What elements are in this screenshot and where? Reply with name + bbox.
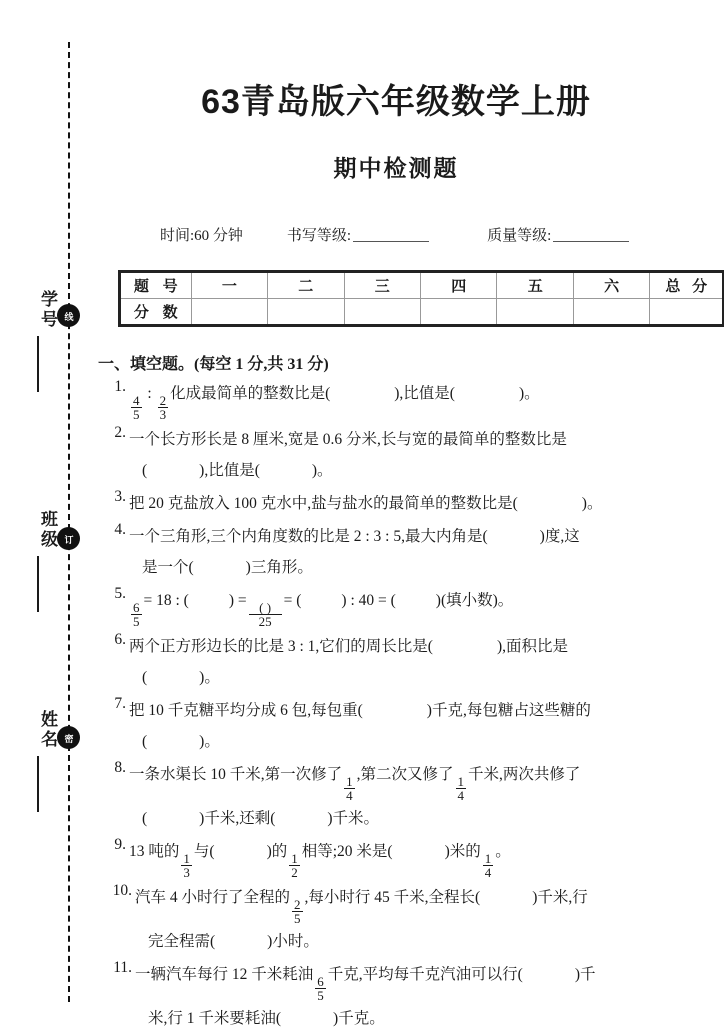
question-11-line-2 bbox=[135, 1003, 698, 1034]
question-9-text-f: 。 bbox=[495, 843, 511, 860]
fraction-1-4: $\frac{1}{4}$ bbox=[346, 774, 353, 803]
question-6-body bbox=[129, 631, 698, 693]
question-10-text-d: 完全程需( bbox=[148, 933, 216, 950]
score-cell-5[interactable] bbox=[497, 299, 573, 326]
question-1-text-c: )。 bbox=[518, 385, 540, 402]
question-9-text-b: 与( bbox=[193, 843, 215, 860]
question-6-line-2 bbox=[129, 662, 698, 693]
question-2-body bbox=[129, 424, 698, 486]
question-11-text-b: 千克,平均每千克汽油可以行( bbox=[327, 966, 523, 983]
question-1-text-a: 化成最简单的整数比是( bbox=[170, 385, 331, 402]
row-label-score: 分 数 bbox=[120, 299, 191, 326]
question-2-text-a: ( bbox=[142, 462, 148, 479]
question-4-text-b: )度,这 bbox=[539, 528, 580, 545]
question-5-line-1 bbox=[129, 585, 698, 629]
class-label: 班级 bbox=[38, 510, 57, 550]
question-10-text-a: 汽车 4 小时行了全程的 bbox=[135, 889, 291, 906]
question-5-text-b: ) = bbox=[228, 592, 247, 609]
question-9-text-e: )米的 bbox=[444, 843, 481, 860]
question-7-text-a: 把 10 千克糖平均分成 6 包,每包重( bbox=[129, 702, 363, 719]
fraction-1-4-second: $\frac{1}{4}$ bbox=[457, 774, 465, 803]
name-blank bbox=[37, 756, 39, 812]
question-8-line-1 bbox=[129, 759, 698, 803]
question-9-text-c: )的 bbox=[266, 843, 288, 860]
question-9-text-d: 相等;20 米是( bbox=[301, 843, 393, 860]
question-2-text-b: ),比值是( bbox=[199, 462, 260, 479]
question-7-text-d: )。 bbox=[199, 733, 220, 750]
exam-time: 时间:60 分钟 bbox=[160, 228, 243, 244]
col-4: 四 bbox=[421, 272, 497, 299]
question-8 bbox=[98, 759, 698, 834]
question-10-body bbox=[135, 882, 698, 957]
page-subtitle: 期中检测题 bbox=[333, 156, 459, 181]
question-8-number: 8. bbox=[114, 759, 126, 776]
score-cell-1[interactable] bbox=[191, 299, 267, 326]
question-9-body bbox=[129, 836, 698, 880]
seal-badge-mi: 密 bbox=[57, 726, 80, 749]
question-5-text-d: ) : 40 = ( bbox=[341, 592, 396, 609]
question-4-body bbox=[129, 521, 698, 583]
question-8-text-b: ,第二次又修了 bbox=[356, 766, 454, 783]
table-row-header bbox=[120, 272, 723, 299]
seal-badge-xian: 线 bbox=[57, 304, 80, 327]
ratio-separator: : bbox=[143, 385, 156, 402]
question-7-text-c: ( bbox=[142, 733, 148, 750]
score-cell-total[interactable] bbox=[650, 299, 723, 326]
score-cell-4[interactable] bbox=[421, 299, 497, 326]
seal-badge-ding: 订 bbox=[57, 527, 80, 550]
question-2-text-c: )。 bbox=[311, 462, 333, 479]
question-11-text-d: 米,行 1 千米要耗油( bbox=[148, 1010, 282, 1027]
page-title: 63青岛版六年级数学上册 bbox=[201, 83, 591, 121]
question-8-text-e: )千米,还剩( bbox=[199, 810, 276, 827]
fraction-2-5: $\frac{2}{5}$ bbox=[294, 897, 301, 926]
question-11 bbox=[98, 959, 698, 1034]
fraction-4-5: $\frac{4}{5}$ bbox=[133, 393, 140, 422]
col-1: 一 bbox=[191, 272, 267, 299]
student-id-field bbox=[20, 290, 60, 392]
question-4-line-1 bbox=[129, 521, 698, 552]
question-3-text-a: 把 20 克盐放入 100 克水中,盐与盐水的最简单的整数比是( bbox=[129, 495, 518, 512]
question-1-body bbox=[129, 378, 698, 422]
question-8-text-d: ( bbox=[142, 810, 148, 827]
question-7 bbox=[98, 695, 698, 757]
question-7-line-2 bbox=[129, 726, 698, 757]
question-11-text-e: )千克。 bbox=[333, 1010, 385, 1027]
question-1 bbox=[98, 378, 698, 422]
fraction-blank-over-25: $\frac{( )}{25}$ bbox=[249, 601, 282, 628]
table-row-scores bbox=[120, 299, 723, 326]
fraction-6-5-second: $\frac{6}{5}$ bbox=[317, 974, 324, 1003]
question-2-line-2 bbox=[129, 455, 698, 486]
quality-grade-blank[interactable] bbox=[553, 228, 629, 242]
question-6-text-b: ),面积比是 bbox=[496, 638, 569, 655]
name-field bbox=[20, 710, 60, 812]
question-5-text-a: = 18 : ( bbox=[143, 592, 189, 609]
question-8-line-2 bbox=[129, 803, 698, 834]
question-10 bbox=[98, 882, 698, 957]
question-3 bbox=[98, 488, 698, 519]
question-4-text-c: 是一个( bbox=[142, 559, 194, 576]
section-heading-fill-in-blanks: 一、填空题。(每空 1 分,共 31 分) bbox=[98, 356, 329, 373]
col-2: 二 bbox=[268, 272, 344, 299]
question-3-number: 3. bbox=[114, 488, 126, 505]
fraction-6-5: $\frac{6}{5}$ bbox=[133, 600, 140, 629]
question-10-text-b: ,每小时行 45 千米,全程长( bbox=[304, 889, 481, 906]
col-total: 总 分 bbox=[650, 272, 723, 299]
score-cell-2[interactable] bbox=[268, 299, 344, 326]
question-9-number: 9. bbox=[114, 836, 126, 853]
question-6-line-1 bbox=[129, 631, 698, 662]
fraction-2-3: $\frac{2}{3}$ bbox=[159, 393, 167, 422]
col-6: 六 bbox=[573, 272, 649, 299]
row-label-question-no: 题 号 bbox=[120, 272, 191, 299]
class-field bbox=[20, 510, 60, 612]
fraction-1-4-third: $\frac{1}{4}$ bbox=[484, 851, 492, 880]
question-9-text-a: 13 吨的 bbox=[129, 843, 180, 860]
fraction-1-3: $\frac{1}{3}$ bbox=[183, 851, 190, 880]
col-5: 五 bbox=[497, 272, 573, 299]
question-4-text-d: )三角形。 bbox=[245, 559, 313, 576]
question-9 bbox=[98, 836, 698, 880]
question-5-text-e: )(填小数)。 bbox=[435, 592, 514, 609]
question-5-text-c: = ( bbox=[283, 592, 302, 609]
question-1-text-b: ),比值是( bbox=[394, 385, 455, 402]
question-5-number: 5. bbox=[114, 585, 126, 602]
exam-meta-row bbox=[160, 224, 680, 245]
question-11-text-c: )千 bbox=[574, 966, 596, 983]
student-id-blank bbox=[37, 336, 39, 392]
question-8-text-a: 一条水渠长 10 千米,第一次修了 bbox=[129, 766, 343, 783]
question-8-text-f: )千米。 bbox=[327, 810, 380, 827]
question-10-line-1 bbox=[135, 882, 698, 926]
question-6-text-c: ( bbox=[142, 669, 148, 686]
question-11-text-a: 一辆汽车每行 12 千米耗油 bbox=[135, 966, 314, 983]
question-4 bbox=[98, 521, 698, 583]
question-3-line-1 bbox=[129, 488, 698, 519]
question-3-text-b: )。 bbox=[581, 495, 603, 512]
question-7-line-1 bbox=[129, 695, 698, 726]
question-6-text-d: )。 bbox=[199, 669, 220, 686]
writing-grade-label: 书写等级: bbox=[286, 228, 352, 244]
question-8-text-c: 千米,两次共修了 bbox=[468, 766, 581, 783]
question-10-line-2 bbox=[135, 926, 698, 957]
question-1-number: 1. bbox=[114, 378, 126, 395]
score-table bbox=[119, 271, 724, 326]
question-4-line-2 bbox=[129, 552, 698, 583]
question-2-line-1: 一个长方形长是 8 厘米,宽是 0.6 分米,长与宽的最简单的整数比是 bbox=[129, 431, 567, 448]
question-6-number: 6. bbox=[114, 631, 126, 648]
question-6-text-a: 两个正方形边长的比是 3 : 1,它们的周长比是( bbox=[129, 638, 433, 655]
seal-dashed-line bbox=[68, 42, 70, 1002]
question-6 bbox=[98, 631, 698, 693]
question-7-body bbox=[129, 695, 698, 757]
question-5 bbox=[98, 585, 698, 629]
writing-grade-blank[interactable] bbox=[353, 228, 429, 242]
seal-margin bbox=[0, 0, 96, 1024]
writing-grade bbox=[287, 224, 429, 245]
score-cell-3[interactable] bbox=[344, 299, 420, 326]
question-3-body bbox=[129, 488, 698, 519]
question-11-number: 11. bbox=[113, 959, 132, 976]
question-2-number: 2. bbox=[114, 424, 126, 441]
class-blank bbox=[37, 556, 39, 612]
student-id-label: 学号 bbox=[38, 290, 57, 330]
question-5-body bbox=[129, 585, 698, 629]
fraction-1-2: $\frac{1}{2}$ bbox=[291, 851, 298, 880]
question-8-body bbox=[129, 759, 698, 834]
name-label: 姓名 bbox=[38, 710, 57, 750]
quality-grade bbox=[487, 224, 629, 245]
question-9-line-1 bbox=[129, 836, 698, 880]
question-10-text-e: )小时。 bbox=[267, 933, 319, 950]
quality-grade-label: 质量等级: bbox=[487, 228, 552, 244]
question-7-number: 7. bbox=[114, 695, 126, 712]
question-10-number: 10. bbox=[112, 882, 132, 899]
question-1-line-1 bbox=[129, 378, 698, 422]
question-7-text-b: )千克,每包糖占这些糖的 bbox=[426, 702, 591, 719]
question-2 bbox=[98, 424, 698, 486]
question-list bbox=[98, 378, 698, 1036]
question-11-line-1 bbox=[135, 959, 698, 1003]
question-11-body bbox=[135, 959, 698, 1034]
question-4-number: 4. bbox=[114, 521, 126, 538]
question-10-text-c: )千米,行 bbox=[532, 889, 588, 906]
score-cell-6[interactable] bbox=[573, 299, 649, 326]
question-4-text-a: 一个三角形,三个内角度数的比是 2 : 3 : 5,最大内角是( bbox=[129, 528, 488, 545]
col-3: 三 bbox=[344, 272, 420, 299]
